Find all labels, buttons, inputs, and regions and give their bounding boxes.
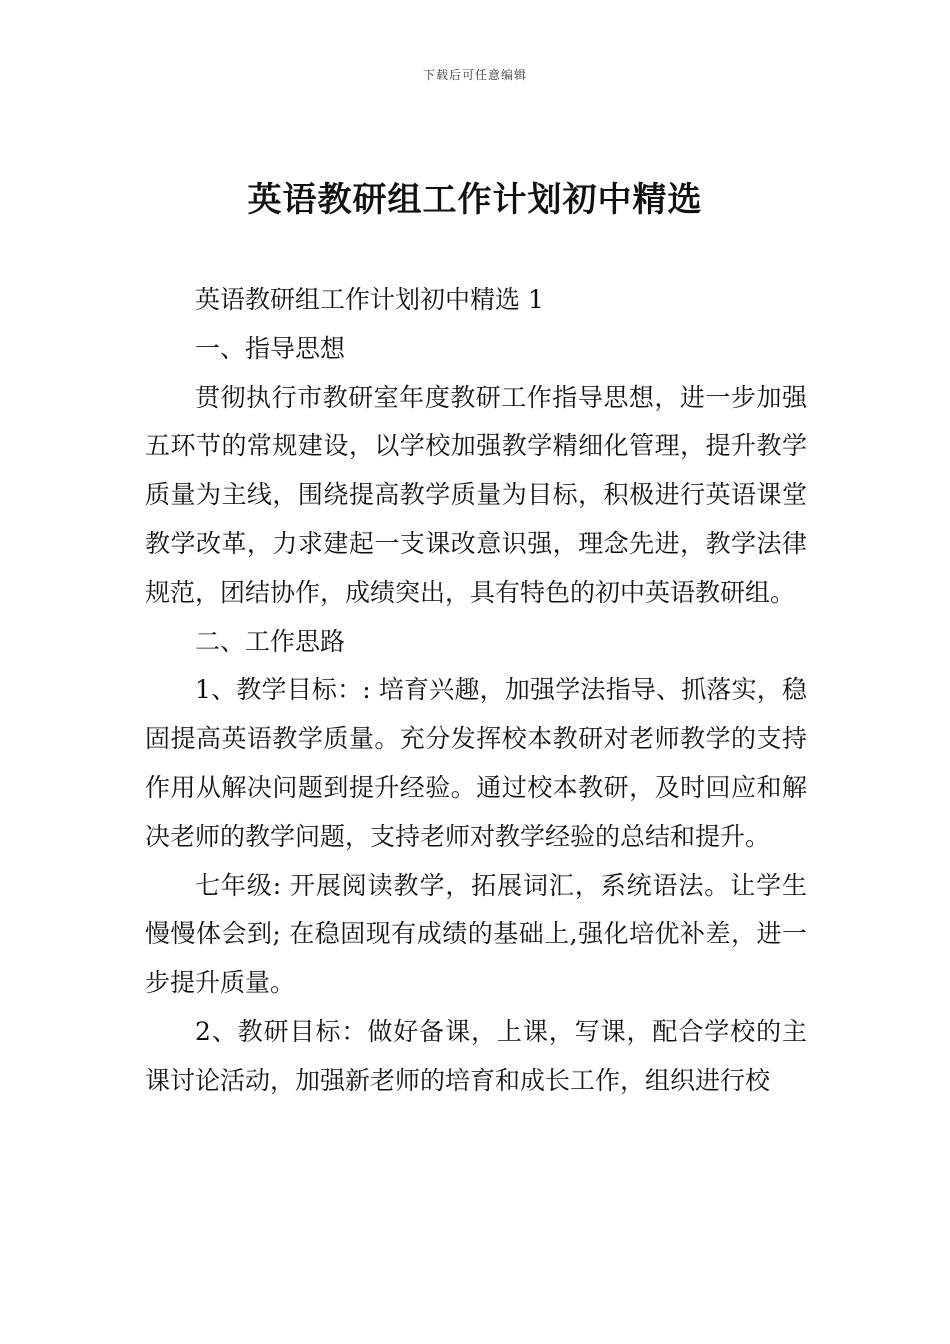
paragraph-section-title: 英语教研组工作计划初中精选 1 — [195, 285, 544, 314]
paragraph-guiding-ideology: 贯彻执行市教研室年度教研工作指导思想，进一步加强五环节的常规建设，以学校加强教学精细化管理，提升教学质量为主线，围绕提高教学质量为目标，积极进行英语课堂教学改革，力求建起一支课改意识强，理念先进，教学法律规范，团结协作，成绩突出，具有特色的初中英语教研组。 — [145, 382, 807, 607]
paragraph-grade-seven: 七年级: 开展阅读教学，拓展词汇，系统语法。让学生慢慢体会到; 在稳固现有成绩的基础上,强化培优补差，进一步提升质量。 — [145, 870, 807, 998]
document-title: 英语教研组工作计划初中精选 — [247, 180, 703, 220]
paragraph-research-goals: 2、教研目标：做好备课，上课，写课，配合学校的主课讨论活动，加强新老师的培育和成长工作，组织进行校 — [145, 1016, 807, 1095]
paragraph-teaching-goals: 1、教学目标：: 培育兴趣，加强学法指导、抓落实，稳固提高英语教学质量。充分发挥校本教研对老师教学的支持作用从解决问题到提升经验。通过校本教研，及时回应和解决老师的教学问题，支持老师对教学经验的总结和提升。 — [145, 675, 807, 851]
paragraph-heading-guiding-ideology: 一、指导思想 — [195, 333, 346, 363]
header-note: 下载后可任意编辑 — [422, 68, 527, 82]
paragraph-heading-work-approach: 二、工作思路 — [195, 626, 346, 656]
document-body — [145, 276, 807, 1106]
